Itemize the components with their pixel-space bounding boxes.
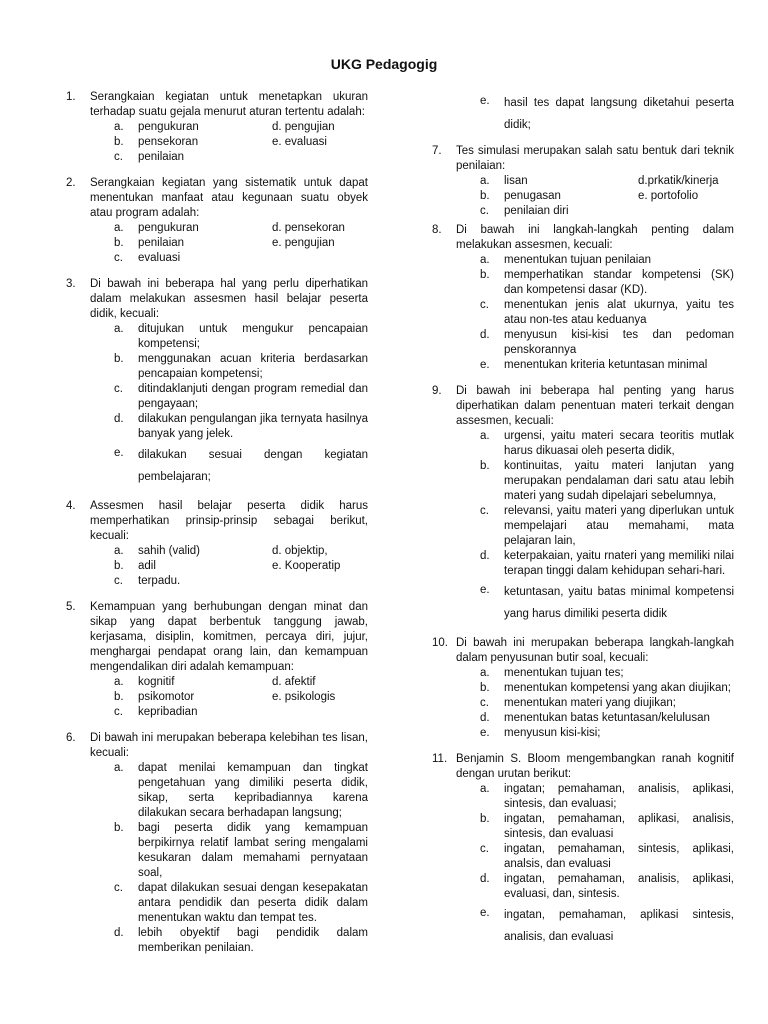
option-letter: b. — [114, 237, 124, 249]
option-text: hasil tes dapat langsung diketahui peserta didik; — [504, 97, 734, 131]
options-grid — [480, 174, 734, 219]
option-b — [114, 821, 368, 881]
option-a — [114, 120, 272, 135]
option-letter: b. — [480, 682, 490, 694]
option-letter: e. — [480, 727, 490, 739]
option-text: terpadu. — [138, 575, 181, 587]
option-e — [114, 442, 368, 488]
option-text: kognitif — [138, 676, 175, 688]
option-text: ketuntasan, yaitu batas minimal kompetensi yang harus dimiliki peserta didik — [504, 586, 734, 620]
option-letter: c. — [114, 575, 123, 587]
options-list — [480, 782, 734, 948]
options-grid — [114, 221, 368, 266]
option-letter: a. — [480, 254, 490, 266]
question-text: Di bawah ini merupakan beberapa kelebihan tes lisan, kecuali: — [90, 732, 368, 759]
question-text: Serangkaian kegiatan yang sistematik untuk dapat menentukan manfaat atau kegunaan suatu obyek atau program adalah: — [90, 177, 368, 219]
option-letter: a. — [480, 430, 490, 442]
option-text: menentukan materi yang diujikan; — [504, 697, 676, 709]
option-c — [480, 696, 734, 711]
options-grid — [114, 544, 368, 589]
options-list — [480, 429, 734, 625]
option-letter: c. — [480, 697, 489, 709]
option-c — [114, 574, 272, 589]
right-column — [432, 90, 734, 959]
option-letter: c. — [114, 706, 123, 718]
option-text: dapat dilakukan sesuai dengan kesepakatan antara pendidik dan peserta didik dalam menentukan waktu dan tempat tes. — [138, 882, 368, 924]
option-text: psikomotor — [138, 691, 195, 703]
question-number: 3. — [66, 278, 76, 290]
option-letter: a. — [480, 175, 490, 187]
option-d — [114, 412, 368, 442]
option-e — [480, 902, 734, 948]
option-text: pensekoran — [138, 136, 199, 148]
options-list — [114, 761, 368, 956]
option-a — [480, 666, 734, 681]
option-letter: a. — [480, 667, 490, 679]
option-letter: e. — [114, 447, 124, 459]
question-text: Serangkaian kegiatan untuk menetapkan ukuran terhadap suatu gejala menurut aturan tertentu adalah: — [90, 91, 368, 118]
option-a — [114, 221, 272, 236]
option-c — [114, 705, 272, 720]
option-e — [480, 358, 734, 373]
option-text: menyusun kisi-kisi; — [504, 727, 601, 739]
option-d — [480, 872, 734, 902]
option-text: menentukan tujuan penilaian — [504, 254, 652, 266]
option-letter: a. — [480, 783, 490, 795]
option-letter: d. — [480, 873, 490, 885]
option-letter: b. — [480, 460, 490, 472]
question-number: 5. — [66, 601, 76, 613]
question-10 — [432, 636, 734, 741]
option-letter: a. — [114, 545, 124, 557]
option-a — [480, 429, 734, 459]
option-c — [114, 251, 272, 266]
question-8 — [432, 223, 734, 373]
option-d: d.prkatik/kinerja — [638, 175, 719, 187]
option-letter: a. — [114, 222, 124, 234]
option-text: evaluasi — [138, 252, 181, 264]
question-text: Di bawah ini merupakan beberapa langkah-langkah dalam penyusunan butir soal, kecuali: — [456, 637, 734, 664]
option-letter: d. — [480, 550, 490, 562]
left-column — [66, 90, 368, 967]
question-text: Benjamin S. Bloom mengembangkan ranah kognitif dengan urutan berikut: — [456, 753, 734, 780]
question-1 — [66, 90, 368, 165]
option-c — [114, 150, 272, 165]
option-letter: b. — [114, 822, 124, 834]
option-text: lebih obyektif bagi pendidik dalam memberikan penilaian. — [138, 927, 368, 954]
option-letter: d. — [114, 413, 124, 425]
option-letter: a. — [114, 121, 124, 133]
option-text: menentukan kompetensi yang akan diujikan; — [504, 682, 731, 694]
option-text: penilaian diri — [504, 205, 569, 217]
options-list — [114, 322, 368, 488]
option-text: menentukan kriteria ketuntasan minimal — [504, 359, 708, 371]
option-letter: c. — [480, 505, 489, 517]
question-text: Di bawah ini beberapa hal yang perlu diperhatikan dalam melakukan assesmen hasil belajar peserta didik, kecuali: — [90, 278, 368, 320]
option-e — [480, 726, 734, 741]
option-letter: a. — [114, 676, 124, 688]
option-text: memperhatikan standar kompetensi (SK) dan kompetensi dasar (KD). — [504, 269, 734, 296]
option-letter: a. — [114, 323, 124, 335]
options-list — [480, 666, 734, 741]
option-letter: b. — [480, 813, 490, 825]
option-c — [480, 298, 734, 328]
option-c — [114, 881, 368, 926]
question-3 — [66, 277, 368, 488]
option-c — [480, 504, 734, 549]
option-text: ditujukan untuk mengukur pencapaian kompetensi; — [138, 323, 368, 350]
option-text: keterpakaian, yaitu rnateri yang memiliki nilai terapan tinggi dalam kehidupan sehari-hari. — [504, 550, 734, 577]
option-e: e. Kooperatip — [272, 560, 341, 572]
question-number: 4. — [66, 500, 76, 512]
option-d: d. objektip, — [272, 545, 328, 557]
option-letter: b. — [480, 190, 490, 202]
option-letter: b. — [114, 691, 124, 703]
options-list — [480, 253, 734, 373]
option-text: dilakukan pengulangan jika ternyata hasilnya banyak yang jelek. — [138, 413, 368, 440]
question-6-continued — [432, 90, 734, 136]
option-text: ingatan; pemahaman, analisis, aplikasi, sintesis, dan evaluasi; — [504, 783, 734, 810]
option-b — [480, 189, 638, 204]
option-b — [480, 459, 734, 504]
question-9 — [432, 384, 734, 625]
question-6 — [66, 731, 368, 956]
option-a — [114, 761, 368, 821]
options-grid — [114, 675, 368, 720]
option-e: e. evaluasi — [272, 136, 327, 148]
question-7 — [432, 144, 734, 219]
option-text: bagi peserta didik yang kemampuan berpikirnya relatif lambat sering mengalami kesukaran dalam memahami pernyataan soal, — [138, 822, 368, 879]
option-letter: b. — [480, 269, 490, 281]
option-letter: b. — [114, 136, 124, 148]
option-text: ingatan, pemahaman, aplikasi sintesis, analisis, dan evaluasi — [504, 909, 734, 943]
option-letter: b. — [114, 353, 124, 365]
option-text: menentukan tujuan tes; — [504, 667, 624, 679]
option-a — [114, 322, 368, 352]
option-text: ditindaklanjuti dengan program remedial dan pengayaan; — [138, 383, 368, 410]
option-letter: e. — [480, 95, 490, 107]
question-4 — [66, 499, 368, 589]
option-d — [480, 549, 734, 579]
option-letter: e. — [480, 359, 490, 371]
option-letter: c. — [114, 383, 123, 395]
option-text: penugasan — [504, 190, 561, 202]
option-e: e. psikologis — [272, 691, 336, 703]
question-number: 11. — [432, 753, 448, 765]
option-text: pengukuran — [138, 222, 199, 234]
question-text: Di bawah ini beberapa hal penting yang harus diperhatikan dalam penentuan materi terkait dengan assesmen, kecuali: — [456, 385, 734, 427]
option-b — [114, 135, 272, 150]
option-a — [114, 544, 272, 559]
option-b — [480, 681, 734, 696]
option-text: dapat menilai kemampuan dan tingkat pengetahuan yang dimiliki peserta didik, sikap, serta kepribadiannya karena dilakukan secara berhadapan langsung; — [138, 762, 368, 819]
option-text: lisan — [504, 175, 528, 187]
options-list — [480, 90, 734, 136]
question-number: 10. — [432, 637, 448, 649]
option-text: menyusun kisi-kisi tes dan pedoman penskorannya — [504, 329, 734, 356]
options-grid — [114, 120, 368, 165]
option-letter: e. — [480, 584, 490, 596]
option-b — [114, 690, 272, 705]
option-letter: d. — [480, 329, 490, 341]
question-text: Di bawah ini langkah-langkah penting dalam melakukan assesmen, kecuali: — [456, 224, 734, 251]
option-e: e. portofolio — [638, 190, 699, 202]
option-letter: c. — [114, 151, 123, 163]
option-text: urgensi, yaitu materi secara teoritis mutlak harus dikuasai oleh peserta didik, — [504, 430, 734, 457]
option-text: menggunakan acuan kriteria berdasarkan pencapaian kompetensi; — [138, 353, 368, 380]
option-letter: c. — [114, 252, 123, 264]
option-a — [114, 675, 272, 690]
question-5 — [66, 600, 368, 720]
option-text: menentukan batas ketuntasan/kelulusan — [504, 712, 710, 724]
option-letter: d. — [114, 927, 124, 939]
option-text: ingatan, pemahaman, aplikasi, analisis, sintesis, dan evaluasi — [504, 813, 734, 840]
option-a — [480, 253, 734, 268]
option-a — [480, 782, 734, 812]
question-text: Assesmen hasil belajar peserta didik harus memperhatikan prinsip-prinsip sebagai berikut, kecuali: — [90, 500, 368, 542]
option-c — [480, 842, 734, 872]
option-e — [480, 579, 734, 625]
option-d — [480, 328, 734, 358]
option-b — [114, 559, 272, 574]
question-number: 2. — [66, 177, 76, 189]
question-11 — [432, 752, 734, 948]
option-text: menentukan jenis alat ukurnya, yaitu tes atau non-tes atau keduanya — [504, 299, 734, 326]
option-text: kontinuitas, yaitu materi lanjutan yang merupakan pendalaman dari satu atau lebih materi yang sudah dipelajari sebelumnya, — [504, 460, 734, 502]
option-d: d. afektif — [272, 676, 316, 688]
option-letter: c. — [480, 205, 489, 217]
question-number: 1. — [66, 91, 76, 103]
option-b — [480, 812, 734, 842]
option-text: ingatan, pemahaman, sintesis, aplikasi, analsis, dan evaluasi — [504, 843, 734, 870]
option-c — [114, 382, 368, 412]
option-text: dilakukan sesuai dengan kegiatan pembelajaran; — [138, 449, 368, 483]
question-number: 6. — [66, 732, 76, 744]
option-d: d. pengujian — [272, 121, 335, 133]
option-b — [114, 352, 368, 382]
option-text: kepribadian — [138, 706, 198, 718]
option-c — [480, 204, 638, 219]
question-text: Kemampuan yang berhubungan dengan minat dan sikap yang dapat berbentuk tanggung jawab, kerjasama, disiplin, komitmen, percaya diri, jujur, menghargai pendapat orang lain, dan kemampuan mengendalikan diri adalah kemampuan: — [90, 601, 368, 673]
option-e — [480, 90, 734, 136]
option-letter: c. — [480, 843, 489, 855]
question-number: 8. — [432, 224, 442, 236]
option-b — [480, 268, 734, 298]
option-text: penilaian — [138, 151, 185, 163]
option-text: adil — [138, 560, 156, 572]
option-letter: e. — [480, 907, 490, 919]
option-letter: b. — [114, 560, 124, 572]
option-text: sahih (valid) — [138, 545, 200, 557]
option-text: penilaian — [138, 237, 185, 249]
option-text: relevansi, yaitu materi yang diperlukan untuk mempelajari atau memahami, mata pelajaran lain, — [504, 505, 734, 547]
page-title: UKG Pedagogig — [330, 56, 438, 72]
option-e: e. pengujian — [272, 237, 335, 249]
question-number: 9. — [432, 385, 442, 397]
question-text: Tes simulasi merupakan salah satu bentuk dari teknik penilaian: — [456, 145, 734, 172]
option-d — [480, 711, 734, 726]
option-text: ingatan, pemahaman, analisis, aplikasi, evaluasi, dan, sintesis. — [504, 873, 734, 900]
option-text: pengukuran — [138, 121, 199, 133]
option-letter: d. — [480, 712, 490, 724]
option-letter: a. — [114, 762, 124, 774]
question-2 — [66, 176, 368, 266]
option-d — [114, 926, 368, 956]
option-b — [114, 236, 272, 251]
option-d: d. pensekoran — [272, 222, 345, 234]
option-letter: c. — [480, 299, 489, 311]
option-a — [480, 174, 638, 189]
option-letter: c. — [114, 882, 123, 894]
question-number: 7. — [432, 145, 442, 157]
